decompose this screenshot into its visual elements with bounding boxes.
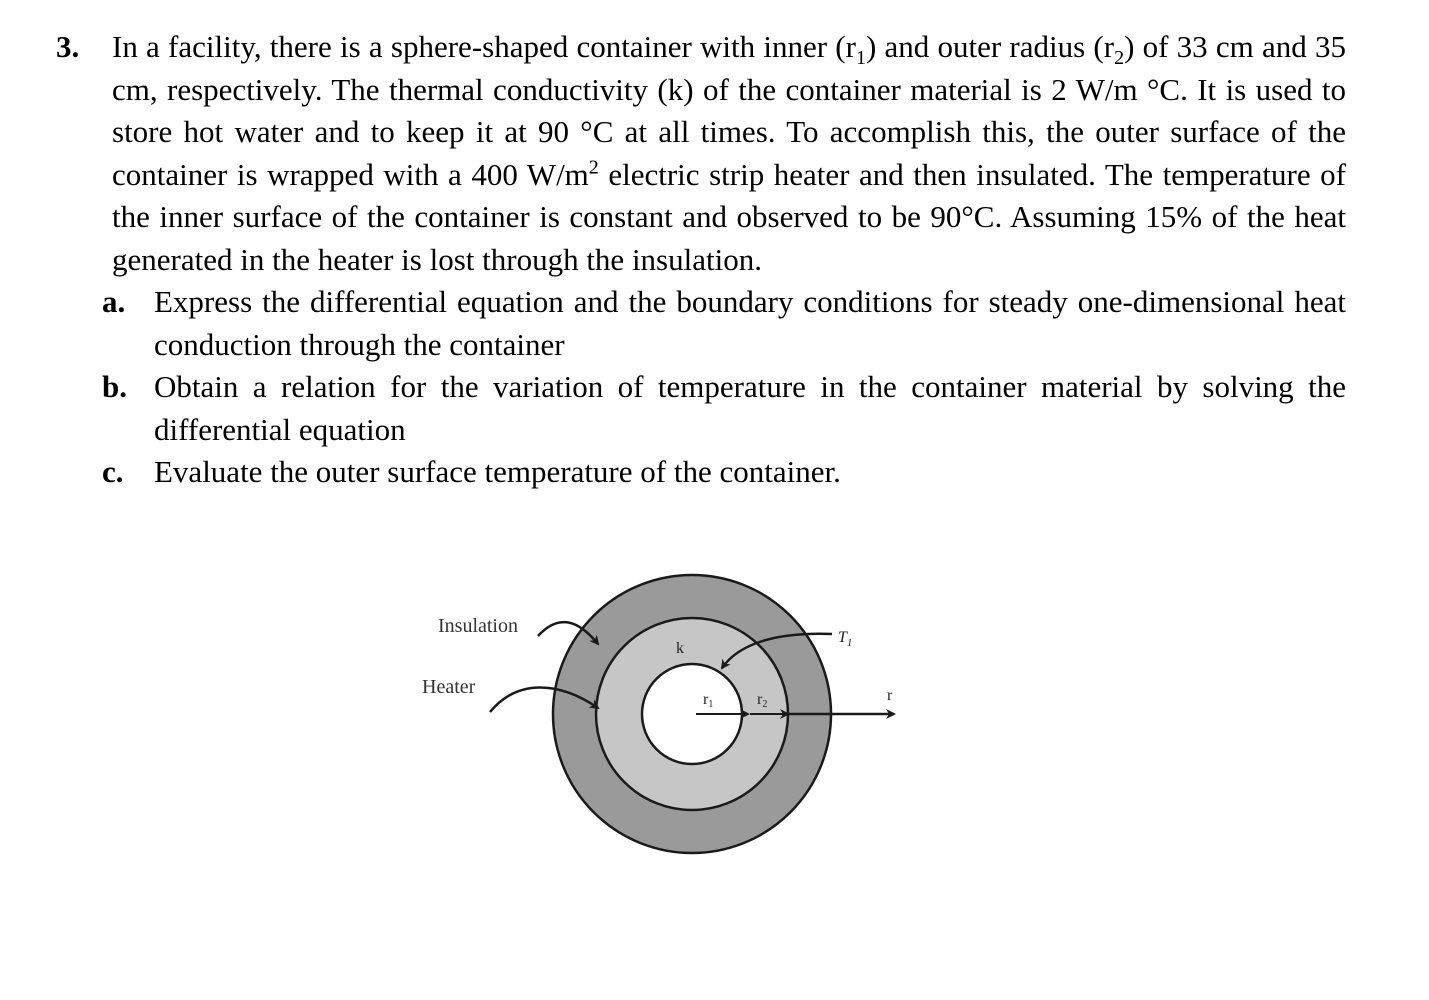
- sub-question-text: Obtain a relation for the variation of temperature in the container material by solving the differential equation: [154, 369, 1346, 447]
- sub-question-text: Evaluate the outer surface temperature of the container.: [154, 454, 841, 489]
- question-row: [56, 26, 1346, 281]
- heater-label: Heater: [422, 676, 476, 698]
- sub-question-text: Express the differential equation and the boundary conditions for steady one-dimensional heat conduction through the container: [154, 284, 1346, 362]
- sub-question-b: [102, 366, 1346, 451]
- sphere-container-diagram: [400, 570, 920, 870]
- r2-label: r2: [757, 691, 768, 710]
- sub-question-letter: a.: [102, 284, 126, 319]
- r1-label: r1: [703, 691, 714, 710]
- sub-question-c: [102, 451, 1346, 494]
- sub-questions: [102, 281, 1346, 494]
- sub-question-letter: b.: [102, 369, 127, 404]
- sub-question-letter: c.: [102, 454, 124, 489]
- t1-label: $T_1$: [838, 629, 853, 649]
- question-number: 3.: [56, 29, 80, 64]
- r-axis-label: r: [887, 687, 893, 704]
- question-text: In a facility, there is a sphere-shaped container with inner $(r_1)$ and outer radius $(r_2)$ of 33 cm and 35 cm, respectively. The thermal conductivity (k) of the container material is 2 W/m °C. It is used to store hot water and to keep it at 90 °C at all times. To accomplish this, the outer surface of the container is wrapped with a 400 $W/m^2$ electric strip heater and then insulated. The temperature of the inner surface of the container is constant and observed to be 90°C. Assuming 15% of the heat generated in the heater is lost through the insulation.: [112, 29, 1347, 277]
- insulation-label: Insulation: [438, 615, 518, 637]
- sub-question-a: [102, 281, 1346, 366]
- problem-statement: [56, 26, 1346, 494]
- conductivity-label: k: [676, 640, 684, 657]
